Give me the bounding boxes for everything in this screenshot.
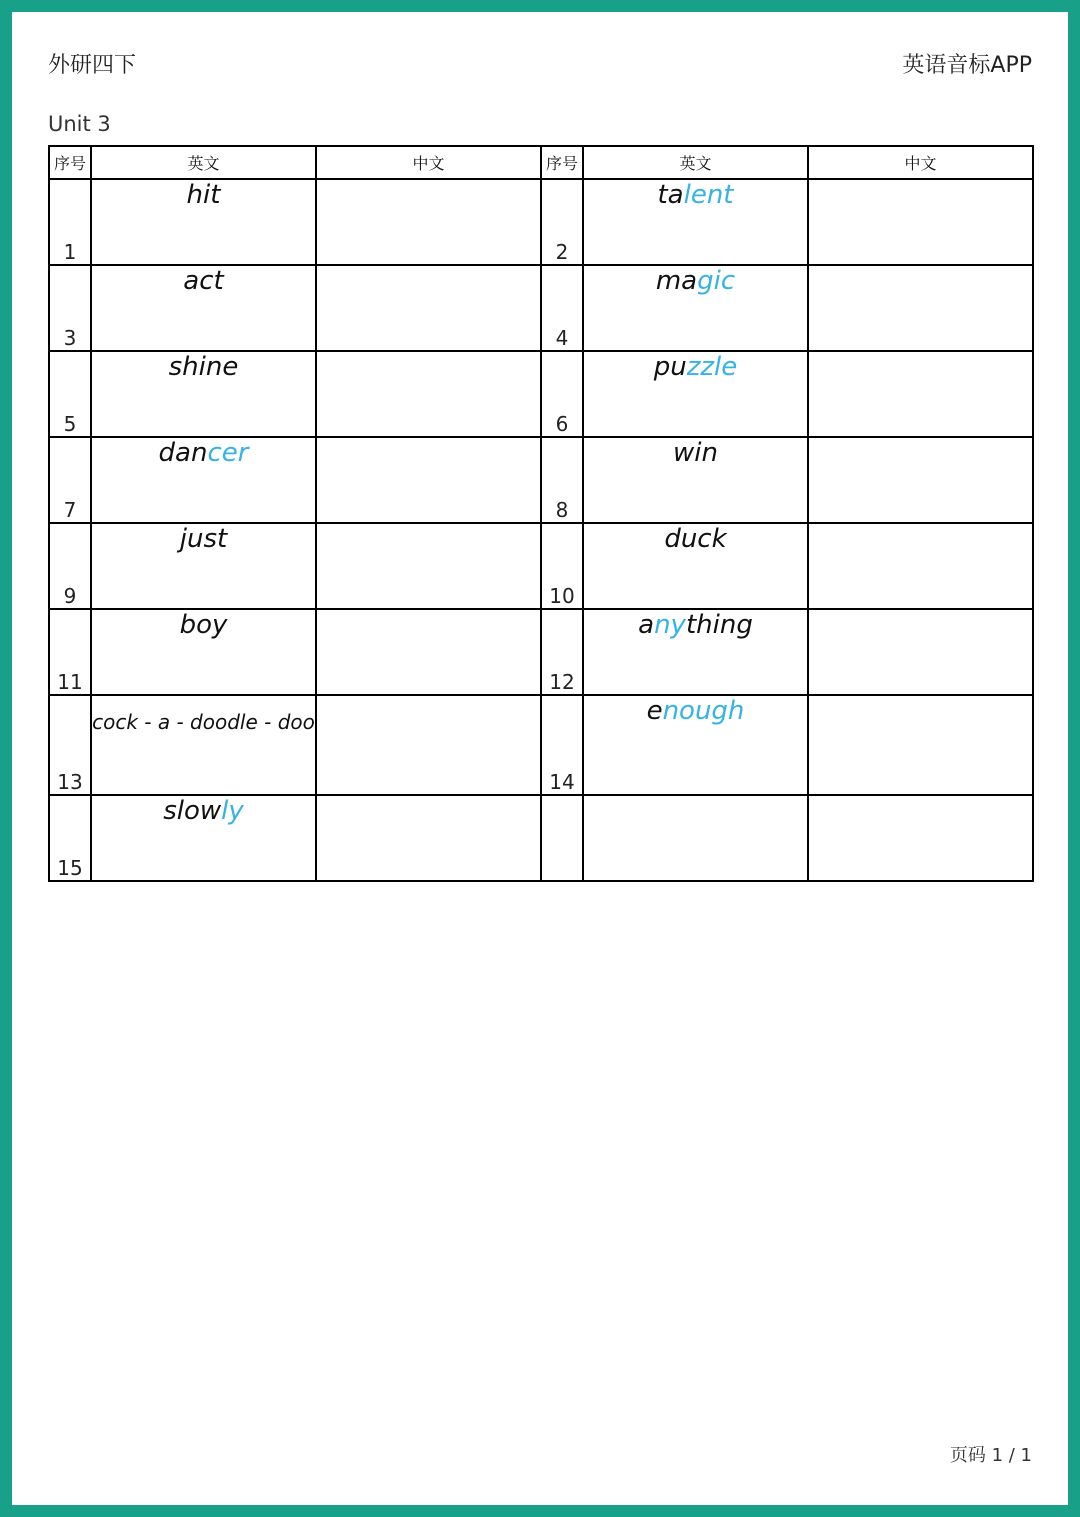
word-highlight-part: ly: [221, 796, 244, 826]
vocabulary-table: [48, 145, 1034, 882]
table-header-row: [49, 146, 1033, 179]
row-number: 8: [541, 437, 583, 523]
chinese-answer-cell: [316, 609, 541, 695]
table-row: [49, 795, 1033, 881]
chinese-answer-cell: [808, 265, 1033, 351]
english-word: [583, 179, 808, 265]
table-row: [49, 523, 1033, 609]
header-book-title: 外研四下: [48, 53, 137, 78]
english-word: [91, 351, 316, 437]
row-number: 6: [541, 351, 583, 437]
word-part: a: [638, 610, 655, 640]
word-part: thing: [685, 610, 753, 640]
english-word: [91, 795, 316, 881]
word-part: act: [183, 266, 224, 296]
row-number: [541, 795, 583, 881]
row-number: 5: [49, 351, 91, 437]
english-word: [91, 179, 316, 265]
column-header-english: 英文: [583, 146, 808, 179]
chinese-answer-cell: [808, 351, 1033, 437]
column-header-english: 英文: [91, 146, 316, 179]
row-number: 13: [49, 695, 91, 795]
chinese-answer-cell: [316, 265, 541, 351]
row-number: 9: [49, 523, 91, 609]
english-word: [91, 523, 316, 609]
worksheet-page: [12, 12, 1068, 1505]
english-word: [583, 265, 808, 351]
english-word: [583, 695, 808, 795]
chinese-answer-cell: [808, 609, 1033, 695]
page-number: 页码 1 / 1: [949, 1445, 1032, 1466]
word-part: slow: [163, 796, 222, 826]
english-word: [583, 795, 808, 881]
column-header-number: 序号: [49, 146, 91, 179]
word-part: dan: [158, 438, 208, 468]
word-highlight-part: lent: [683, 180, 734, 210]
chinese-answer-cell: [316, 695, 541, 795]
column-header-chinese: 中文: [808, 146, 1033, 179]
row-number: 4: [541, 265, 583, 351]
word-highlight-part: ny: [654, 610, 686, 640]
table-row: [49, 179, 1033, 265]
row-number: 14: [541, 695, 583, 795]
chinese-answer-cell: [316, 351, 541, 437]
word-part: cock - a - doodle - doo: [92, 710, 315, 734]
row-number: 1: [49, 179, 91, 265]
row-number: 7: [49, 437, 91, 523]
row-number: 15: [49, 795, 91, 881]
word-highlight-part: nough: [662, 696, 745, 726]
table-row: [49, 609, 1033, 695]
word-part: duck: [664, 524, 727, 554]
table-row: [49, 437, 1033, 523]
table-row: [49, 695, 1033, 795]
chinese-answer-cell: [316, 179, 541, 265]
word-part: boy: [179, 610, 228, 640]
chinese-answer-cell: [808, 795, 1033, 881]
row-number: 2: [541, 179, 583, 265]
word-highlight-part: zzle: [686, 352, 738, 382]
word-part: ma: [655, 266, 698, 296]
word-part: e: [646, 696, 663, 726]
table-row: [49, 265, 1033, 351]
english-word: [583, 437, 808, 523]
column-header-number: 序号: [541, 146, 583, 179]
column-header-chinese: 中文: [316, 146, 541, 179]
english-word: [91, 437, 316, 523]
chinese-answer-cell: [316, 795, 541, 881]
chinese-answer-cell: [808, 695, 1033, 795]
english-word: [583, 523, 808, 609]
word-part: ta: [657, 180, 684, 210]
word-part: hit: [186, 180, 221, 210]
chinese-answer-cell: [808, 523, 1033, 609]
row-number: 12: [541, 609, 583, 695]
chinese-answer-cell: [316, 437, 541, 523]
word-highlight-part: gic: [697, 266, 736, 296]
chinese-answer-cell: [808, 179, 1033, 265]
row-number: 11: [49, 609, 91, 695]
word-part: win: [673, 438, 718, 468]
row-number: 10: [541, 523, 583, 609]
row-number: 3: [49, 265, 91, 351]
english-word: [583, 351, 808, 437]
vocabulary-rows: [49, 179, 1033, 881]
word-highlight-part: cer: [207, 438, 249, 468]
english-word: [91, 695, 316, 795]
chinese-answer-cell: [316, 523, 541, 609]
table-row: [49, 351, 1033, 437]
unit-title: Unit 3: [48, 112, 111, 136]
english-word: [583, 609, 808, 695]
english-word: [91, 609, 316, 695]
word-part: shine: [168, 352, 239, 382]
word-part: just: [179, 524, 228, 554]
english-word: [91, 265, 316, 351]
chinese-answer-cell: [808, 437, 1033, 523]
header-app-name: 英语音标APP: [902, 53, 1032, 78]
word-part: pu: [653, 352, 687, 382]
